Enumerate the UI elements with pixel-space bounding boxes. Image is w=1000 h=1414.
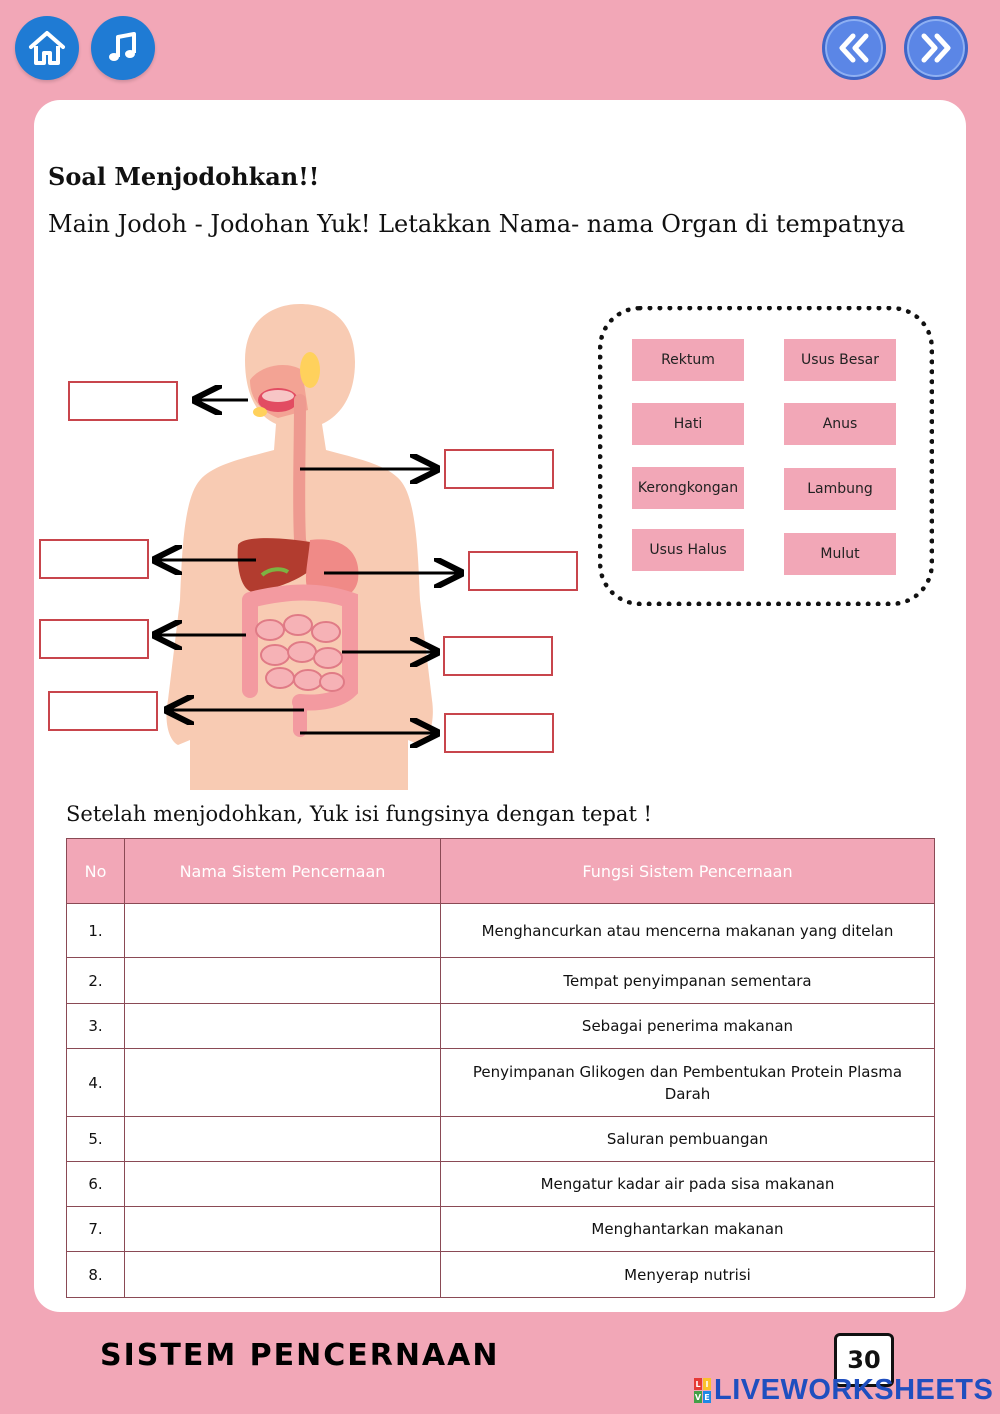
liveworksheets-brand: LIVEWORKSHEETS bbox=[714, 1374, 994, 1406]
answer-cell[interactable] bbox=[125, 904, 441, 958]
table-row bbox=[67, 1004, 935, 1049]
function-text: Menghantarkan makanan bbox=[441, 1207, 935, 1252]
function-table bbox=[66, 838, 935, 1298]
answer-slot-4[interactable] bbox=[468, 551, 578, 591]
word-chip-usus-besar[interactable]: Usus Besar bbox=[784, 339, 896, 381]
header-no: No bbox=[67, 839, 125, 904]
table-row bbox=[67, 1162, 935, 1207]
page-subtitle: Main Jodoh - Jodohan Yuk! Letakkan Nama- nama Organ di tempatnya bbox=[48, 210, 906, 238]
answer-slot-6[interactable] bbox=[443, 636, 553, 676]
table-row bbox=[67, 1252, 935, 1298]
answer-cell[interactable] bbox=[125, 1004, 441, 1049]
answer-slot-5[interactable] bbox=[39, 619, 149, 659]
word-chip-usus-halus[interactable]: Usus Halus bbox=[632, 529, 744, 571]
word-chip-lambung[interactable]: Lambung bbox=[784, 468, 896, 510]
row-number: 5. bbox=[67, 1117, 125, 1162]
header-nama: Nama Sistem Pencernaan bbox=[125, 839, 441, 904]
row-number: 3. bbox=[67, 1004, 125, 1049]
row-number: 8. bbox=[67, 1252, 125, 1298]
word-chip-anus[interactable]: Anus bbox=[784, 403, 896, 445]
function-text: Penyimpanan Glikogen dan Pembentukan Protein Plasma Darah bbox=[441, 1049, 935, 1117]
word-chip-mulut[interactable]: Mulut bbox=[784, 533, 896, 575]
function-text: Saluran pembuangan bbox=[441, 1117, 935, 1162]
page-title: Soal Menjodohkan!! bbox=[48, 162, 320, 191]
table-row bbox=[67, 1049, 935, 1117]
row-number: 7. bbox=[67, 1207, 125, 1252]
answer-slot-7[interactable] bbox=[48, 691, 158, 731]
page-number: 30 bbox=[834, 1333, 894, 1387]
answer-slot-8[interactable] bbox=[444, 713, 554, 753]
answer-cell[interactable] bbox=[125, 958, 441, 1004]
function-text: Menyerap nutrisi bbox=[441, 1252, 935, 1298]
row-number: 6. bbox=[67, 1162, 125, 1207]
table-row bbox=[67, 1207, 935, 1252]
answer-slot-2[interactable] bbox=[444, 449, 554, 489]
answer-slot-3[interactable] bbox=[39, 539, 149, 579]
answer-cell[interactable] bbox=[125, 1162, 441, 1207]
function-text: Mengatur kadar air pada sisa makanan bbox=[441, 1162, 935, 1207]
table-row bbox=[67, 958, 935, 1004]
function-text: Menghancurkan atau mencerna makanan yang ditelan bbox=[441, 904, 935, 958]
row-number: 1. bbox=[67, 904, 125, 958]
answer-cell[interactable] bbox=[125, 1049, 441, 1117]
liveworksheets-logo-icon: L I V E bbox=[694, 1379, 710, 1402]
table-row bbox=[67, 904, 935, 958]
row-number: 4. bbox=[67, 1049, 125, 1117]
table-instruction: Setelah menjodohkan, Yuk isi fungsinya dengan tepat ! bbox=[66, 802, 653, 826]
header-fungsi: Fungsi Sistem Pencernaan bbox=[441, 839, 935, 904]
row-number: 2. bbox=[67, 958, 125, 1004]
table-row bbox=[67, 1117, 935, 1162]
footer-title: SISTEM PENCERNAAN bbox=[100, 1338, 500, 1373]
answer-cell[interactable] bbox=[125, 1117, 441, 1162]
answer-cell[interactable] bbox=[125, 1207, 441, 1252]
answer-slot-1[interactable] bbox=[68, 381, 178, 421]
word-chip-kerongkongan[interactable]: Kerongkongan bbox=[632, 467, 744, 509]
liveworksheets-logo bbox=[694, 1374, 993, 1407]
word-chip-rektum[interactable]: Rektum bbox=[632, 339, 744, 381]
function-text: Tempat penyimpanan sementara bbox=[441, 958, 935, 1004]
function-text: Sebagai penerima makanan bbox=[441, 1004, 935, 1049]
word-chip-hati[interactable]: Hati bbox=[632, 403, 744, 445]
answer-cell[interactable] bbox=[125, 1252, 441, 1298]
